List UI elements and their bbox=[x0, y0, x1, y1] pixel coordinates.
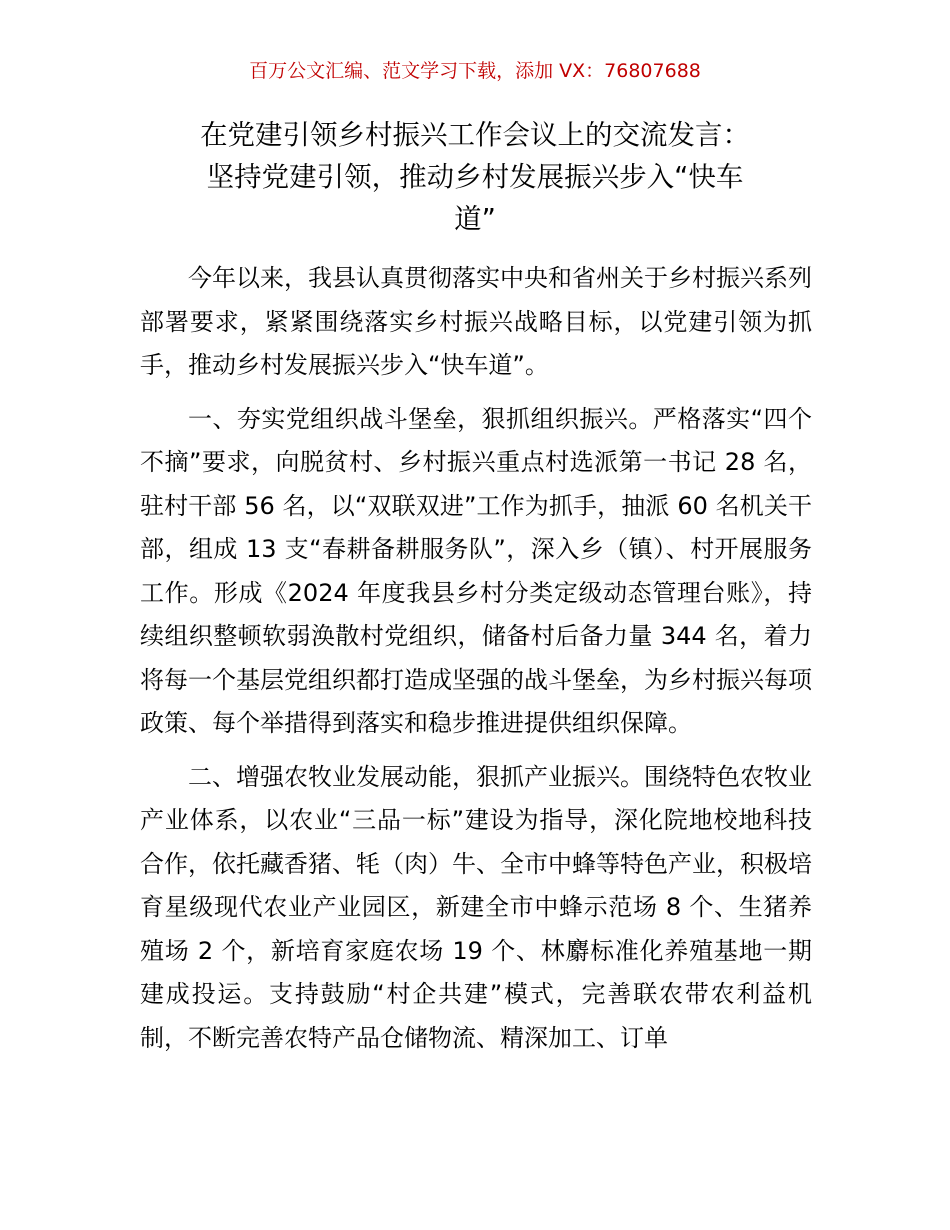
paragraph-industry: 二、增强农牧业发展动能，狠抓产业振兴。围绕特色农牧业产业体系，以农业“三品一标”建设为指导，深化院地校地科技合作，依托藏香猪、牦（肉）牛、全市中蜂等特色产业，积极培育星级现代农业产业园区，新建全市中蜂示范场 8 个、生猪养殖场 2 个，新培育家庭农场 19 个、林麝标准化养殖基地一期建成投运。支持鼓励“村企共建”模式，完善联农带农利益机制，不断完善农特产品仓储物流、精深加工、订单 bbox=[140, 762, 812, 1052]
title-line: 在党建引领乡村振兴工作会议上的交流发言： bbox=[200, 119, 750, 151]
paragraph-organization: 一、夯实党组织战斗堡垒，狠抓组织振兴。严格落实“四个不摘”要求，向脱贫村、乡村振兴重点村选派第一书记 28 名，驻村干部 56 名，以“双联双进”工作为抓手，抽派 60 名机关干部，组成 13 支“春耕备耕服务队”，深入乡（镇）、村开展服务工作。形成《2024 年度我县乡村分类定级动态管理台账》，持续组织整顿软弱涣散村党组织，储备村后备力量 344 名，着力将每一个基层党组织都打造成坚强的战斗堡垒，为乡村振兴每项政策、每个举措得到落实和稳步推进提供组织保障。 bbox=[140, 404, 812, 737]
paragraph-intro: 今年以来，我县认真贯彻落实中央和省州关于乡村振兴系列部署要求，紧紧围绕落实乡村振兴战略目标，以党建引领为抓手，推动乡村发展振兴步入“快车道”。 bbox=[140, 264, 812, 379]
header-note: 百万公文汇编、范文学习下载，添加 VX：76807688 bbox=[249, 60, 701, 82]
document-title bbox=[140, 114, 810, 240]
title-line: 道” bbox=[454, 203, 496, 235]
document-body bbox=[140, 257, 812, 1070]
title-line: 坚持党建引领，推动乡村发展振兴步入“快车 bbox=[206, 161, 744, 193]
